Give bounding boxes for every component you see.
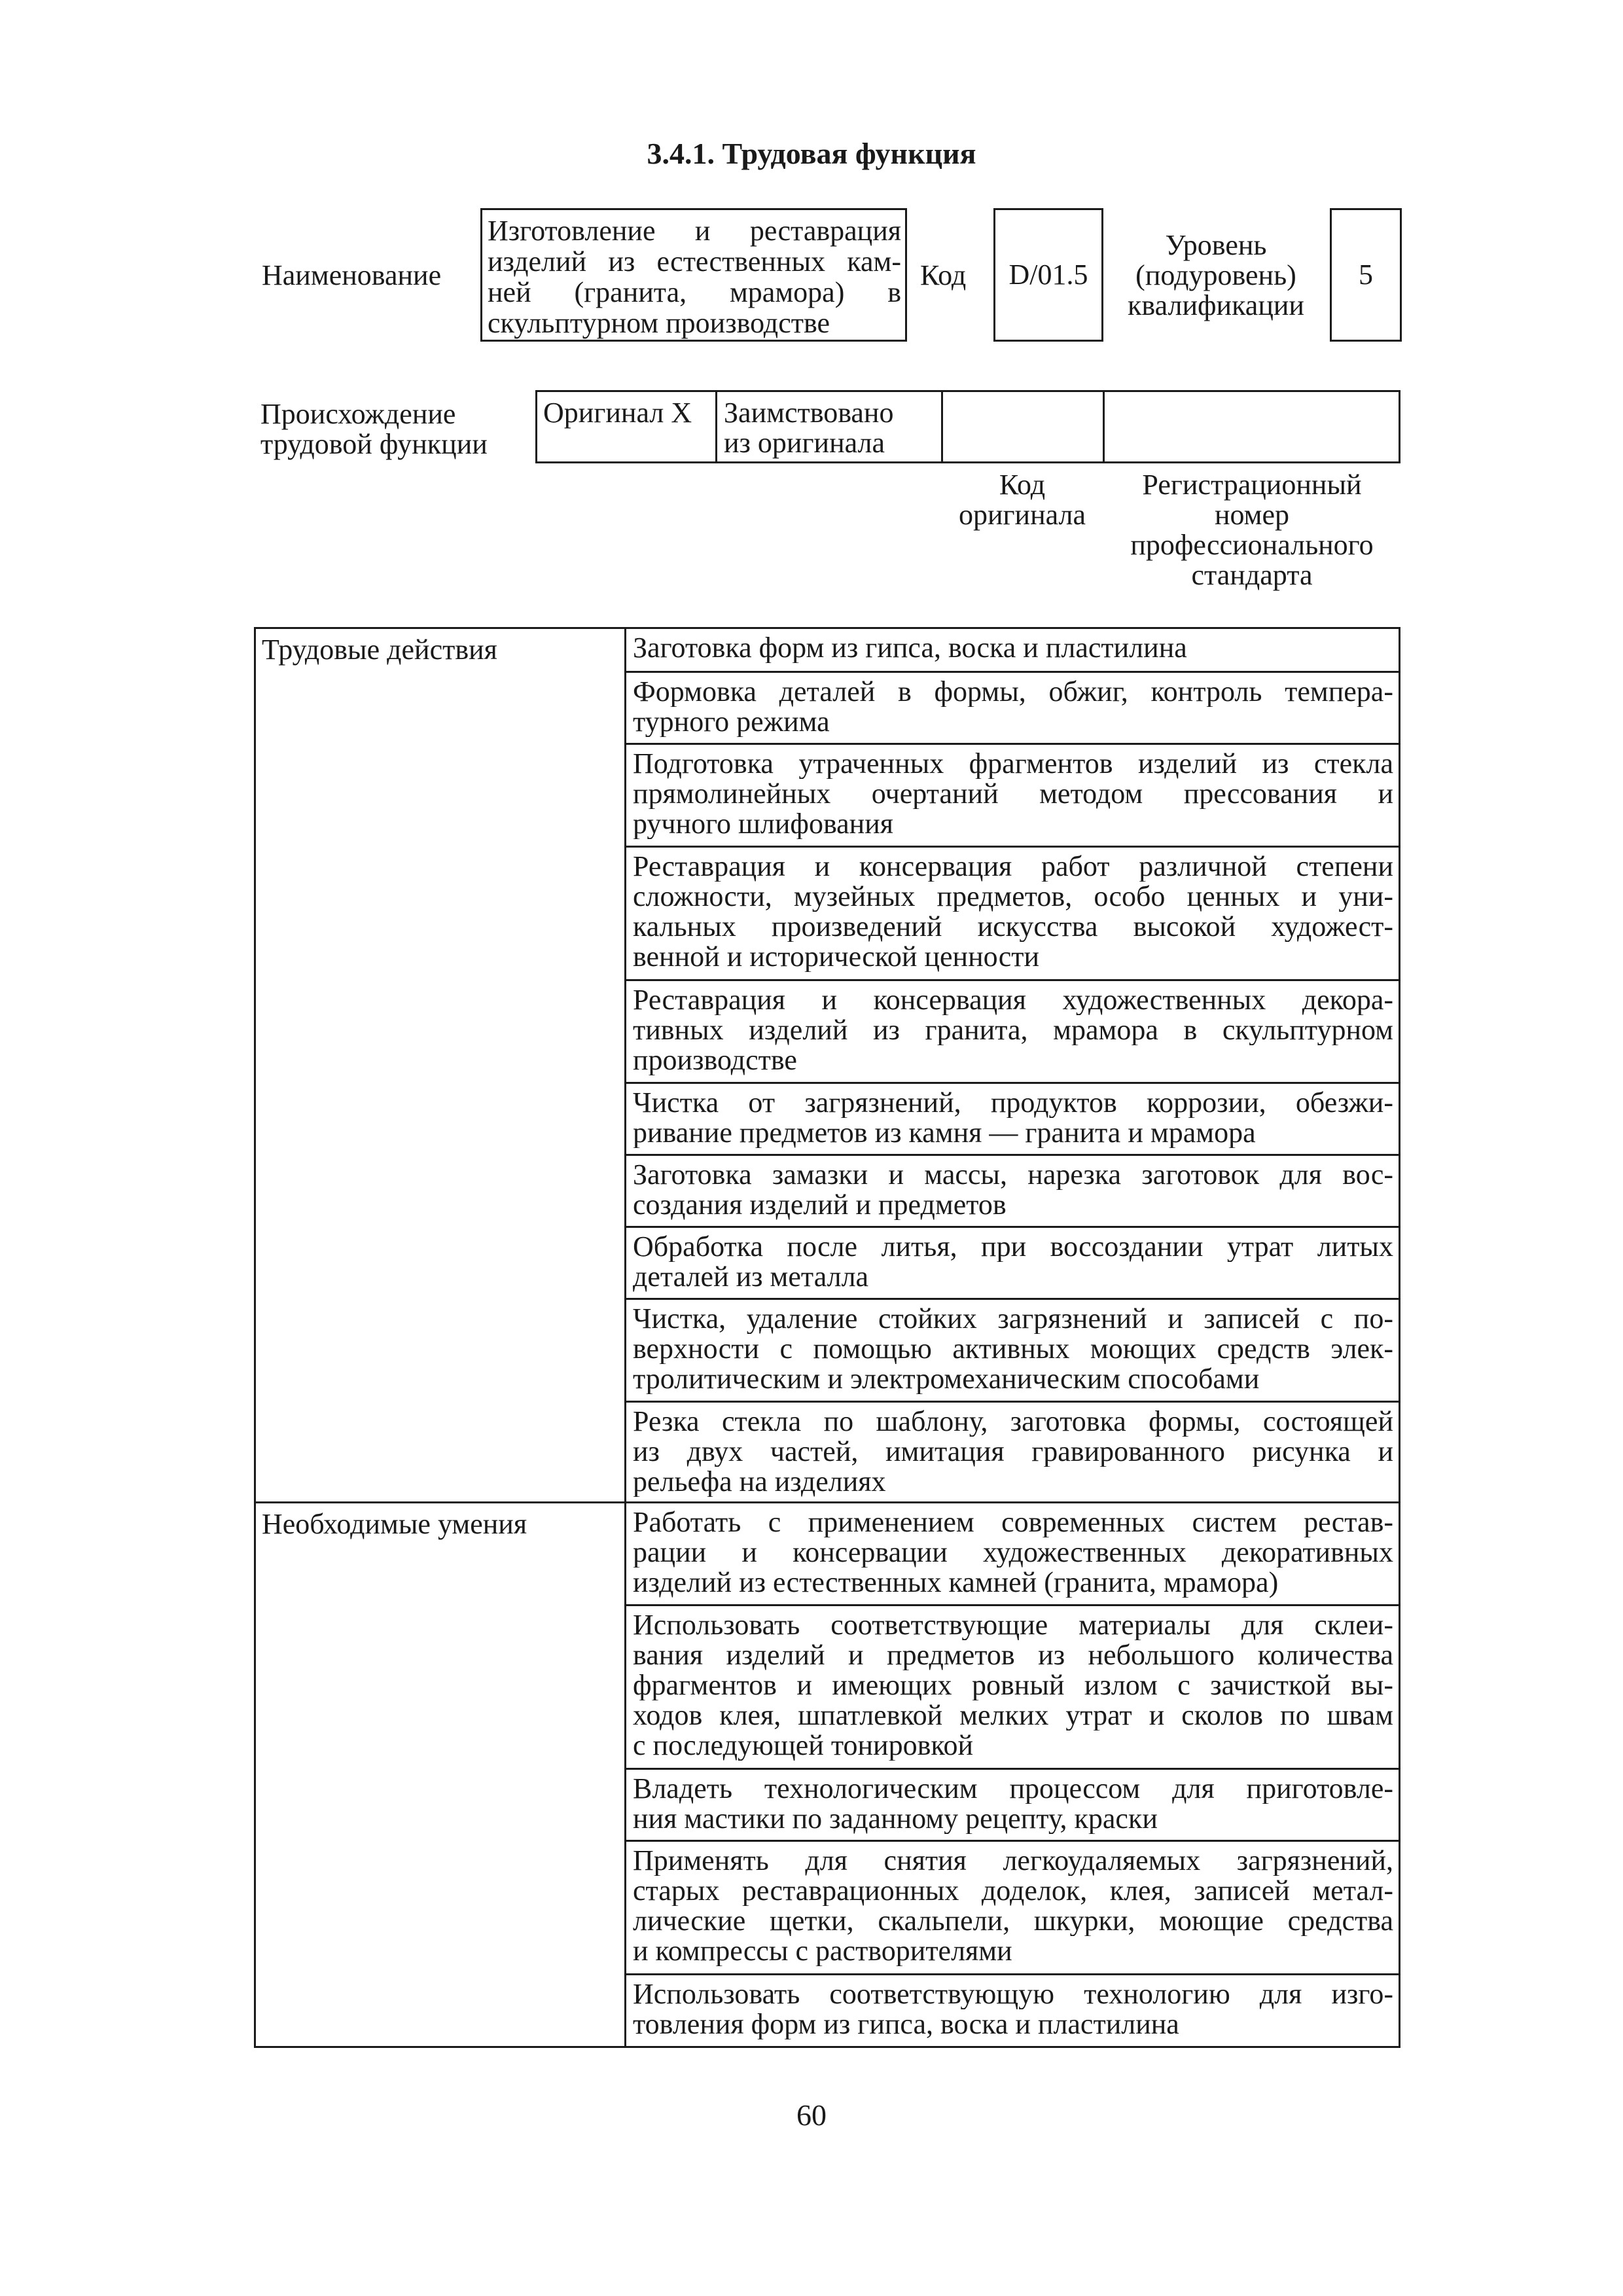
- labor-action-row: [626, 673, 1399, 745]
- skill-row-line: товления форм из гипса, воска и пластилина: [633, 2009, 1179, 2039]
- origin-original: Оригинал Х: [543, 397, 692, 429]
- caption-code-original: [942, 470, 1102, 530]
- skills-list: [626, 1503, 1399, 2046]
- skill-row-line: Работать с применением современных систем рестав-: [633, 1507, 1393, 1537]
- labor-action-row: [626, 1300, 1399, 1403]
- labor-action-row: [626, 1156, 1399, 1228]
- skill-row-line: Владеть технологическим процессом для приготовле-: [633, 1774, 1393, 1804]
- labor-action-row-line: турного режима: [633, 707, 830, 737]
- origin-label: [260, 399, 488, 459]
- skill-row-line: Использовать соответствующие материалы для склеи-: [633, 1610, 1393, 1640]
- labor-action-row: [626, 1228, 1399, 1300]
- labor-action-row-line: деталей из металла: [633, 1262, 869, 1292]
- skill-row-line: старых реставрационных доделок, клея, записей метал-: [633, 1876, 1393, 1906]
- caption-registration-number: [1105, 470, 1399, 590]
- labor-action-row-line: Заготовка форм из гипса, воска и пластилина: [633, 633, 1187, 663]
- labor-action-row-line: прямолинейных очертаний методом прессования и: [633, 779, 1393, 809]
- skill-row-line: с последующей тонировкой: [633, 1731, 974, 1761]
- skill-row: [626, 1842, 1399, 1975]
- skill-row-line: рации и консервации художественных декоративных: [633, 1537, 1393, 1568]
- level-value: 5: [1330, 208, 1402, 342]
- skills-label: Необходимые умения: [262, 1508, 527, 1540]
- labor-action-row-line: тролитическим и электромеханическим способами: [633, 1364, 1260, 1394]
- labor-action-row: [626, 981, 1399, 1084]
- skill-row-line: изделий из естественных камней (гранита, мрамора): [633, 1568, 1279, 1598]
- level-label: [1113, 230, 1319, 321]
- labor-action-row-line: из двух частей, имитация гравированного рисунка и: [633, 1437, 1393, 1467]
- caption-line: оригинала: [958, 499, 1086, 531]
- skill-row: [626, 1975, 1399, 2046]
- labor-action-row-line: Формовка деталей в формы, обжиг, контроль темпера-: [633, 677, 1393, 707]
- labor-actions-list: [626, 629, 1399, 1503]
- name-label: Наименование: [262, 259, 442, 291]
- skill-row-line: и компрессы с растворителями: [633, 1936, 1012, 1966]
- labor-action-row-line: венной и исторической ценности: [633, 942, 1040, 972]
- labor-action-row-line: производстве: [633, 1045, 797, 1075]
- name-line: ней (гранита, мрамора) в: [488, 276, 901, 308]
- labor-action-row-line: создания изделий и предметов: [633, 1190, 1007, 1220]
- labor-action-row-line: Реставрация и консервация работ различной степени: [633, 852, 1393, 882]
- labor-action-row-line: Резка стекла по шаблону, заготовка формы, состоящей: [633, 1407, 1393, 1437]
- skill-row-line: Применять для снятия легкоудаляемых загрязнений,: [633, 1846, 1393, 1876]
- labor-action-row-line: ручного шлифования: [633, 809, 893, 839]
- caption-line: Регистрационный: [1142, 469, 1362, 501]
- labor-action-row-line: Подготовка утраченных фрагментов изделий из стекла: [633, 749, 1393, 779]
- origin-borrowed-line: Заимствовано: [724, 397, 894, 429]
- name-line: Изготовление и реставрация: [488, 215, 901, 247]
- skill-row-line: лические щетки, скальпели, шкурки, моющие средства: [633, 1906, 1393, 1936]
- origin-label-line: Происхождение: [260, 398, 456, 430]
- labor-action-row: [626, 1403, 1399, 1503]
- skill-row: [626, 1770, 1399, 1842]
- level-line: (подуровень): [1135, 259, 1296, 291]
- level-line: Уровень: [1165, 229, 1267, 261]
- skill-row: [626, 1503, 1399, 1606]
- caption-line: номер: [1214, 499, 1290, 531]
- labor-action-row-line: кальных произведений искусства высокой художест-: [633, 912, 1393, 942]
- labor-action-row-line: тивных изделий из гранита, мрамора в скульптурном: [633, 1015, 1393, 1045]
- labor-action-row-line: Реставрация и консервация художественных декора-: [633, 985, 1393, 1015]
- origin-borrowed-line: из оригинала: [724, 427, 885, 459]
- name-box: [480, 208, 907, 342]
- labor-action-row: [626, 1084, 1399, 1156]
- labor-action-row-line: верхности с помощью активных моющих средств элек-: [633, 1334, 1393, 1364]
- labor-action-row-line: сложности, музейных предметов, особо ценных и уни-: [633, 882, 1393, 912]
- origin-label-line: трудовой функции: [260, 428, 488, 460]
- caption-line: Код: [999, 469, 1046, 501]
- skill-row-line: ходов клея, шпатлевкой мелких утрат и сколов по швам: [633, 1700, 1393, 1731]
- labor-action-row: [626, 745, 1399, 848]
- skill-row-line: Использовать соответствующую технологию для изго-: [633, 1979, 1393, 2009]
- labor-action-row-line: Чистка от загрязнений, продуктов коррозии, обезжи-: [633, 1088, 1393, 1118]
- labor-action-row: [626, 629, 1399, 673]
- skill-row: [626, 1606, 1399, 1770]
- labor-action-row-line: ривание предметов из камня — гранита и мрамора: [633, 1118, 1256, 1148]
- labor-action-row-line: Заготовка замазки и массы, нарезка заготовок для вос-: [633, 1160, 1393, 1190]
- code-value: D/01.5: [993, 208, 1103, 342]
- caption-line: стандарта: [1191, 559, 1313, 591]
- labor-action-row-line: рельефа на изделиях: [633, 1467, 886, 1497]
- skill-row-line: вания изделий и предметов из небольшого количества: [633, 1640, 1393, 1670]
- origin-borrowed: [724, 398, 893, 458]
- labor-action-row: [626, 848, 1399, 981]
- code-label: Код: [920, 259, 967, 291]
- name-line: скульптурном производстве: [488, 307, 830, 339]
- skill-row-line: фрагментов и имеющих ровный излом с зачисткой вы-: [633, 1670, 1393, 1700]
- labor-action-row-line: Чистка, удаление стойких загрязнений и записей с по-: [633, 1304, 1393, 1334]
- skill-row-line: ния мастики по заданному рецепту, краски: [633, 1804, 1158, 1834]
- level-line: квалификации: [1128, 289, 1304, 321]
- section-title: 3.4.1. Трудовая функция: [647, 137, 976, 170]
- caption-line: профессионального: [1130, 529, 1374, 561]
- page-number: 60: [796, 2098, 827, 2132]
- labor-actions-label: Трудовые действия: [262, 634, 497, 666]
- labor-action-row-line: Обработка после литья, при воссоздании утрат литых: [633, 1232, 1393, 1262]
- name-line: изделий из естественных кам-: [488, 245, 901, 278]
